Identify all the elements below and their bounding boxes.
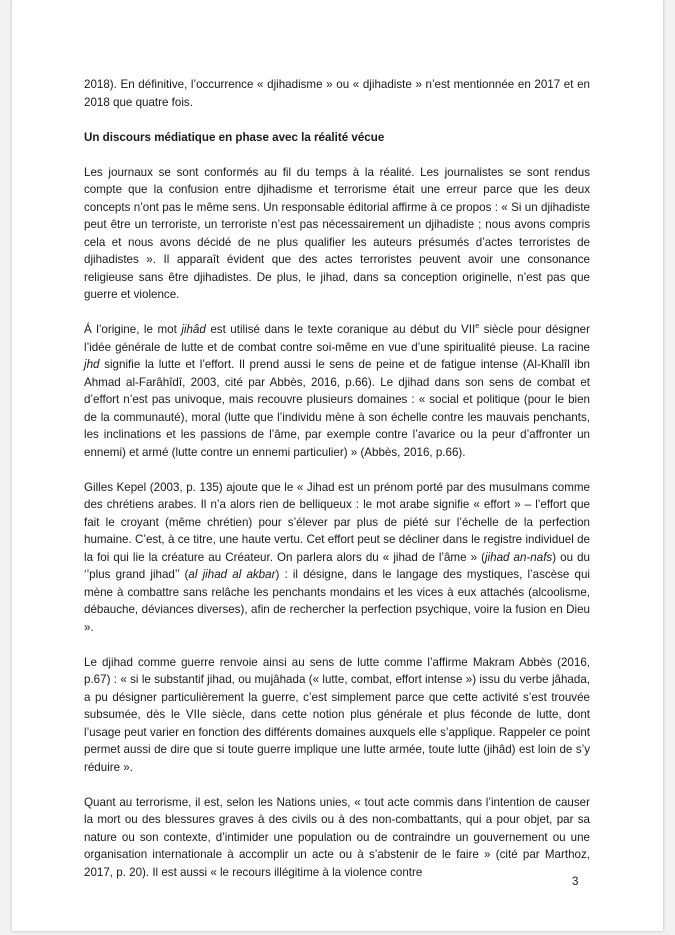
- document-page: [12, 0, 663, 931]
- italic-term: jihâd: [181, 323, 206, 336]
- italic-term: jihad an-nafs: [484, 550, 553, 564]
- paragraph-journaux: Les journaux se sont conformés au fil du temps à la réalité. Les journalistes se sont rendus compte que la confusion entre djihadisme et terrorisme était une erreur parce que les deux concepts n’ont pas le même sens. Un responsable éditorial affirme à ce propos : « Si un djihadiste peut être un terroriste, un terroriste n’est pas nécessairement un djihadiste ; nous avons compris cela et nous avons décidé de ne plus qualifier les auteurs présumés d’actes terroristes de djihadistes ». Il apparaît évident que des actes terroristes peuvent avoir une consonance religieuse sans être djihadistes. De plus, le jihad, dans sa conception originelle, n’est pas que guerre et violence.: [84, 165, 590, 301]
- page-number: 3: [572, 875, 579, 888]
- paragraph-kepel: [84, 479, 590, 637]
- italic-term: jhd: [84, 358, 100, 371]
- text-span: siècle pour désigner l’idée générale de lutte et de combat contre soi-même en vue d’une spiritualité pieuse. La racine: [84, 323, 590, 354]
- paragraph-abbes: Le djihad comme guerre renvoie ainsi au sens de lutte comme l’affirme Makram Abbès (2016, p.67) : « si le substantif jihad, ou mujâhada (« lutte, combat, effort intense ») issu du verbe jâhada, a pu désigner particulièrement la guerre, c’est simplement parce que cette activité s’est trouvée subsumée, dès le VIIe siècle, dans cette notion plus générale et plus féconde de lutte, dont l’usage peut varier en fonction des différents domaines auxquels elle s’applique. Rappeler ce point permet aussi de dire que si toute guerre implique une lutte armée, toute lutte (jihâd) est loin de s’y réduire ».: [84, 655, 590, 774]
- text-span: est utilisé dans le texte coranique au début du VII: [205, 323, 476, 336]
- paragraph-origine: [84, 321, 590, 461]
- section-heading: Un discours médiatique en phase avec la réalité vécue: [84, 130, 385, 144]
- paragraph-terrorisme: Quant au terrorisme, il est, selon les Nations unies, « tout acte commis dans l’intention de causer la mort ou des blessures graves à des civils ou à des non-combattants, qui a pour objet, par sa nature ou son contexte, d’intimider une population ou de contraindre un gouvernement ou une organisation internationale à accomplir un acte ou à s’abstenir de le faire » (cité par Marthoz, 2017, p. 20). Il est aussi « le recours illégitime à la violence contre: [84, 795, 590, 879]
- italic-term: al jihad al akbar: [188, 568, 276, 581]
- superscript: e: [475, 323, 480, 331]
- text-span: ) : il désigne, dans le langage des mystiques, l’ascèse qui mène à combattre sans relâche les penchants mondains et les vices à eux attachés (alcoolisme, débauche, déviances diverses), afin de rechercher la perfection psychique, voire la fusion en Dieu ».: [84, 568, 590, 634]
- text-span: ) ou du ‘’plus grand jihad’’ (: [84, 550, 590, 581]
- text-span: signifie la lutte et l’effort. Il prend aussi le sens de peine et de fatigue intense (Al-Khalîl ibn Ahmad al-Farâhîdî, 2003, cité par Abbès, 2016, p.66). Le djihad dans son sens de combat et d’effort n’est pas univoque, mais recouvre plusieurs domaines : « social et politique (pour le bien de la communauté), moral (lutte que l’individu mène à son échelle contre les mauvais penchants, les inclinations et les passions de l’âme, par exemple contre l’avarice ou la peur d’affronter un ennemi) et armé (lutte contre un ennemi particulier) » (Abbès, 2016, p.66).: [84, 358, 590, 459]
- text-span: Gilles Kepel (2003, p. 135) ajoute que le « Jihad est un prénom porté par des musulmans comme des chrétiens arabes. Il n’a alors rien de belliqueux : le mot arabe signifie « effort » – l’effort que fait le croyant (même chrétien) pour s’élever par plus de piété sur l’échelle de la perfection humaine. C’est, à ce titre, une haute vertu. Cet effort peut se décliner dans le registre individuel de la foi qui lie la créature au Créateur. On parlera alors du « jihad de l’âme » (: [84, 480, 590, 564]
- text-span: Á l’origine, le mot: [84, 323, 182, 336]
- paragraph-occurrence: 2018). En définitive, l’occurrence « djihadisme » ou « djihadiste » n’est mentionnée en 2017 et en 2018 que quatre fois.: [84, 78, 590, 109]
- page-body: [84, 76, 590, 899]
